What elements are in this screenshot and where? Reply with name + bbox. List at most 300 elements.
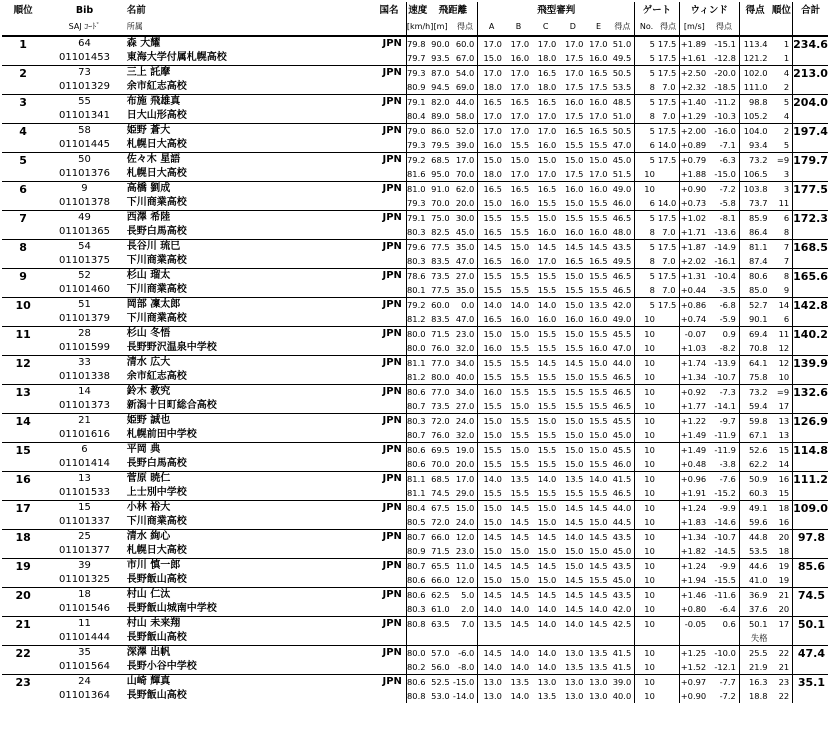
judge-b: 14.0 [505, 298, 532, 313]
wind-points: -16.1 [714, 255, 736, 266]
distance-points: 44.0 [453, 95, 478, 110]
round-rank [771, 631, 793, 646]
distance-points: 67.0 [455, 52, 475, 63]
wind-speed: -0.05 [679, 617, 709, 632]
wind-speed: +1.34 [679, 530, 709, 545]
results-table [2, 2, 828, 703]
judge-a: 16.0 [478, 341, 505, 356]
wind-points: -7.2 [709, 182, 739, 197]
total-score: 85.6 [793, 559, 828, 574]
bib: 25 [44, 530, 124, 545]
gate-points [658, 675, 679, 690]
round-rank: 19 [771, 559, 793, 574]
round-rank: 12 [778, 342, 790, 353]
total-score: 204.0 [793, 95, 828, 109]
judge-b: 15.5 [510, 284, 530, 295]
round-score: 37.6 [739, 602, 770, 617]
bib: 35 [44, 646, 124, 661]
wind-points: -10.4 [709, 269, 739, 284]
judge-c: 15.0 [537, 516, 557, 527]
affiliation: 長野白馬高校 [126, 226, 187, 237]
gate-no: 10 [635, 544, 658, 559]
judge-a: 14.5 [478, 646, 505, 661]
style-points: 45.5 [611, 414, 635, 429]
gate-no: 8 [635, 225, 658, 240]
round-rank: 2 [783, 81, 790, 92]
judge-e: 15.5 [586, 269, 610, 284]
nation: JPN [372, 36, 406, 51]
judge-a: 14.0 [478, 472, 505, 487]
distance: 57.0 [429, 646, 453, 661]
speed: 79.7 [406, 51, 428, 66]
gate-points [658, 588, 679, 603]
nation: JPN [372, 211, 406, 226]
affiliation: 長野白馬高校 [126, 458, 187, 469]
gate-no: 5 [635, 298, 658, 313]
round-rank: 8 [771, 269, 793, 284]
judge-c: 15.0 [532, 414, 559, 429]
gate-points [658, 370, 679, 385]
round-score: 36.9 [739, 588, 770, 603]
judge-b: 17.0 [510, 168, 530, 179]
speed: 80.9 [406, 544, 428, 559]
wind-points: -11.2 [709, 95, 739, 110]
judge-b: 17.0 [505, 36, 532, 51]
gate-no: 10 [635, 559, 658, 574]
round-rank: 21 [778, 661, 790, 672]
total-score: 142.8 [793, 298, 828, 312]
round-rank: 22 [778, 690, 790, 701]
gate-points [658, 515, 679, 530]
athlete-name: 佐々木 星語 [125, 153, 372, 168]
round-score: 70.8 [739, 341, 770, 356]
judge-b: 15.5 [510, 139, 530, 150]
judge-a-header: A [478, 19, 505, 36]
gate-points [658, 631, 679, 646]
wind-points: -14.6 [714, 516, 736, 527]
judge-d: 14.5 [564, 574, 584, 585]
wind-speed: +1.40 [679, 95, 709, 110]
gate-points-header: 得点 [658, 19, 679, 36]
gate-no: 8 [635, 254, 658, 269]
affiliation: 長野飯山高校 [126, 632, 187, 643]
judge-c [532, 631, 559, 646]
judge-c: 16.5 [532, 66, 559, 81]
distance: 66.0 [431, 574, 450, 585]
judge-b: 14.0 [510, 603, 530, 614]
total-score: 74.5 [793, 588, 828, 603]
distance: 83.5 [431, 255, 450, 266]
style-points: 43.5 [611, 588, 635, 603]
rank: 5 [2, 153, 44, 168]
distance-points: 39.0 [455, 139, 475, 150]
total-score: 179.7 [793, 153, 828, 167]
speed: 79.8 [406, 36, 428, 51]
distance-points: 40.0 [455, 371, 475, 382]
round-rank: 9 [783, 284, 790, 295]
judge-b: 16.0 [510, 313, 530, 324]
judge-d: 14.5 [559, 501, 586, 516]
wind-points: -20.0 [709, 66, 739, 81]
rank: 12 [2, 356, 44, 371]
total-score: 213.0 [793, 66, 828, 80]
affiliation: 札幌前田中学校 [126, 429, 197, 440]
speed-unit: [km/h] [406, 19, 428, 36]
round-score: 93.4 [739, 138, 770, 153]
distance: 68.5 [429, 153, 453, 168]
saj-code: 01101365 [59, 226, 110, 237]
distance-points: 34.0 [453, 385, 478, 400]
gate-no: 10 [635, 472, 658, 487]
bib: 39 [44, 559, 124, 574]
saj-code: 01101460 [59, 284, 110, 295]
style-points: 42.0 [611, 298, 635, 313]
judge-a: 16.5 [478, 225, 505, 240]
judge-d: 17.0 [559, 36, 586, 51]
judge-d: 15.0 [564, 371, 584, 382]
judge-a: 17.0 [478, 109, 505, 124]
gate-points [658, 428, 679, 443]
wind-points: -6.4 [719, 603, 736, 614]
style-points: 46.0 [612, 458, 632, 469]
dist-points-header: 得点 [453, 19, 478, 36]
distance-points: 70.0 [455, 168, 475, 179]
round-rank: 13 [771, 414, 793, 429]
bib: 11 [44, 617, 124, 632]
wind-points: -13.9 [709, 356, 739, 371]
athlete-row [2, 457, 828, 472]
athlete-name: 菅原 暁仁 [125, 472, 372, 487]
speed: 79.1 [406, 95, 428, 110]
gate-points [658, 660, 679, 675]
distance: 87.0 [429, 66, 453, 81]
wind-points: -11.9 [714, 429, 736, 440]
gate-points: 14.0 [657, 139, 677, 150]
wind-speed: +0.90 [679, 182, 709, 197]
distance-points: 62.0 [453, 182, 478, 197]
judge-e: 14.5 [586, 617, 610, 632]
judge-e: 15.0 [586, 153, 610, 168]
speed: 81.6 [406, 167, 428, 182]
style-points [611, 631, 635, 646]
judge-e: 16.5 [586, 66, 610, 81]
wind-speed: +1.87 [679, 240, 709, 255]
round-rank: 2 [771, 124, 793, 139]
judge-d: 14.5 [564, 516, 584, 527]
total-score: 126.9 [793, 414, 828, 428]
judge-c-header: C [532, 19, 559, 36]
gate-no: 10 [635, 356, 658, 371]
judge-c: 18.0 [537, 52, 557, 63]
athlete-row [2, 530, 828, 545]
gate-no: 6 [635, 196, 658, 211]
header-row-2 [2, 19, 828, 36]
judge-c: 14.5 [532, 588, 559, 603]
round-score: 53.5 [739, 544, 770, 559]
wind-points: 0.6 [709, 617, 739, 632]
saj-code: 01101329 [59, 81, 110, 92]
rank: 2 [2, 66, 44, 81]
athlete-row [2, 51, 828, 66]
judge-a: 17.0 [478, 124, 505, 139]
athlete-row [2, 211, 828, 226]
distance: 52.5 [429, 675, 453, 690]
judge-d: 15.0 [559, 153, 586, 168]
judge-e: 13.0 [586, 675, 610, 690]
judge-c: 14.5 [532, 530, 559, 545]
distance: 71.5 [429, 327, 453, 342]
distance: 80.0 [431, 371, 450, 382]
gate-no: 10 [635, 689, 658, 703]
wind-points: -6.8 [709, 298, 739, 313]
distance: 62.5 [429, 588, 453, 603]
judge-c: 15.5 [537, 400, 557, 411]
bib: 21 [44, 414, 124, 429]
athlete-row [2, 36, 828, 51]
gate-points [658, 501, 679, 516]
speed: 80.6 [406, 675, 428, 690]
nation: JPN [372, 617, 406, 632]
style-points: 53.5 [612, 81, 632, 92]
gate-points: 17.5 [658, 36, 679, 51]
nation: JPN [372, 588, 406, 603]
distance [429, 631, 453, 646]
judge-d: 16.5 [564, 255, 584, 266]
judge-d: 14.5 [559, 240, 586, 255]
affiliation: 長野小谷中学校 [126, 661, 197, 672]
nation: JPN [372, 559, 406, 574]
judge-c: 14.0 [532, 298, 559, 313]
distance: 53.0 [431, 690, 450, 701]
judge-c: 15.5 [532, 327, 559, 342]
judge-b: 15.5 [505, 269, 532, 284]
athlete-row [2, 414, 828, 429]
round-score: 73.2 [739, 385, 770, 400]
affiliation: 札幌日大高校 [126, 139, 187, 150]
style-points: 49.5 [612, 52, 632, 63]
judge-b: 16.5 [505, 182, 532, 197]
judge-e: 16.0 [586, 182, 610, 197]
judge-e: 14.0 [589, 603, 608, 614]
judge-c: 14.5 [532, 559, 559, 574]
speed: 81.1 [406, 356, 428, 371]
gate-points: 17.5 [658, 269, 679, 284]
rank: 18 [2, 530, 44, 545]
athlete-row [2, 283, 828, 298]
wind-points: -9.9 [709, 559, 739, 574]
gate-no: 10 [635, 501, 658, 516]
distance: 60.0 [429, 298, 453, 313]
wind-points: -15.0 [714, 168, 736, 179]
wind-unit: [m/s] [679, 19, 709, 36]
athlete-row [2, 327, 828, 342]
gate-no: 10 [635, 385, 658, 400]
judge-d: 15.5 [564, 284, 584, 295]
judge-c: 15.0 [532, 153, 559, 168]
judge-e: 15.5 [589, 487, 608, 498]
round-score: 113.4 [739, 36, 770, 51]
judge-e: 14.5 [586, 240, 610, 255]
affiliation: 下川商業高校 [126, 516, 187, 527]
speed: 81.0 [406, 182, 428, 197]
judge-d: 13.0 [564, 690, 584, 701]
wind-speed: +0.92 [679, 385, 709, 400]
athlete-name: 清水 絢心 [125, 530, 372, 545]
distance: 56.0 [431, 661, 450, 672]
gate-no: 10 [635, 515, 658, 530]
round-score: 62.2 [739, 457, 770, 472]
style-points: 47.0 [612, 342, 632, 353]
gate-no: 10 [635, 602, 658, 617]
wind-points: -13.6 [714, 226, 736, 237]
saj-code: 01101564 [59, 661, 110, 672]
distance-points: -6.0 [453, 646, 478, 661]
saj-code: 01101338 [59, 371, 110, 382]
total-score: 172.3 [793, 211, 828, 225]
judge-d: 15.0 [564, 458, 584, 469]
athlete-row [2, 689, 828, 703]
judge-a: 16.0 [478, 138, 505, 153]
wind-speed: -0.07 [679, 327, 709, 342]
judge-a: 13.0 [478, 675, 505, 690]
speed: 80.3 [406, 414, 428, 429]
judge-e: 16.0 [589, 342, 608, 353]
gate-no: 10 [635, 646, 658, 661]
athlete-name: 岡部 凜太郎 [125, 298, 372, 313]
judge-a: 15.5 [478, 269, 505, 284]
distance: 90.0 [429, 36, 453, 51]
round-score: 25.5 [739, 646, 770, 661]
style-points: 45.5 [611, 443, 635, 458]
distance-points: 2.0 [461, 603, 475, 614]
judge-d: 15.5 [564, 342, 584, 353]
total-score: 139.9 [793, 356, 828, 370]
gate-points [658, 457, 679, 472]
round-rank: 1 [783, 52, 790, 63]
bib: 9 [44, 182, 124, 197]
speed: 80.4 [406, 109, 428, 124]
distance: 68.5 [429, 472, 453, 487]
judge-d: 14.0 [559, 530, 586, 545]
speed: 80.6 [406, 588, 428, 603]
judge-e: 13.0 [589, 690, 608, 701]
wind-speed: +0.74 [679, 312, 709, 327]
style-points: 39.0 [611, 675, 635, 690]
round-rank: 6 [771, 211, 793, 226]
athlete-row [2, 646, 828, 661]
judge-c: 14.0 [532, 472, 559, 487]
wind-points: -15.1 [709, 36, 739, 51]
speed: 80.0 [406, 341, 428, 356]
judge-b: 15.5 [505, 414, 532, 429]
judge-a: 13.5 [478, 617, 505, 632]
athlete-name: 高橋 劉成 [125, 182, 372, 197]
gate-points [658, 544, 679, 559]
distance-points: 17.0 [453, 472, 478, 487]
athlete-name: 杉山 瑠太 [125, 269, 372, 284]
rank: 8 [2, 240, 44, 255]
judge-b: 15.0 [510, 545, 530, 556]
athlete-row [2, 573, 828, 588]
gate-no: 10 [635, 414, 658, 429]
wind-points: -14.1 [714, 400, 736, 411]
round-score: 60.3 [739, 486, 770, 501]
style-points: 51.5 [612, 168, 632, 179]
judge-c: 14.0 [532, 617, 559, 632]
judge-a: 15.5 [478, 370, 505, 385]
round-score: 59.4 [739, 399, 770, 414]
judge-d: 15.0 [564, 197, 584, 208]
judge-a: 16.5 [478, 254, 505, 269]
distance: 74.5 [431, 487, 450, 498]
gate-points [658, 327, 679, 342]
wind-points: -10.3 [714, 110, 736, 121]
gate-no: 10 [635, 327, 658, 342]
judge-e: 14.5 [586, 559, 610, 574]
judge-d: 14.5 [564, 603, 584, 614]
round-score: 44.6 [739, 559, 770, 574]
judge-d: 17.5 [564, 110, 584, 121]
judge-a: 15.0 [478, 414, 505, 429]
round-rank: 17 [771, 617, 793, 632]
bib: 51 [44, 298, 124, 313]
saj-header: SAJ ｺｰﾄﾞ [44, 19, 124, 36]
judge-a: 16.5 [478, 312, 505, 327]
nation: JPN [372, 675, 406, 690]
distance: 93.5 [431, 52, 450, 63]
judge-d: 15.0 [559, 559, 586, 574]
saj-code: 01101375 [59, 255, 110, 266]
athlete-row [2, 225, 828, 240]
gate-points [658, 472, 679, 487]
athlete-row [2, 544, 828, 559]
judge-e: 15.5 [589, 284, 608, 295]
total-header: 合計 [793, 2, 828, 19]
gate-no-header: No. [635, 19, 658, 36]
athlete-row [2, 66, 828, 81]
distance-points: 24.0 [455, 516, 475, 527]
wind-speed: +1.71 [679, 225, 709, 240]
round-score: 41.0 [739, 573, 770, 588]
athlete-row [2, 675, 828, 690]
style-points: 44.5 [612, 516, 632, 527]
style-points: 45.0 [612, 574, 632, 585]
rank: 13 [2, 385, 44, 400]
judge-c: 16.5 [532, 95, 559, 110]
judge-a: 16.5 [478, 95, 505, 110]
judge-b: 17.0 [510, 110, 530, 121]
speed [406, 631, 428, 646]
athlete-row [2, 385, 828, 400]
distance-points: 32.0 [455, 342, 475, 353]
judge-b: 13.5 [505, 472, 532, 487]
judge-b: 15.0 [505, 327, 532, 342]
judge-d: 15.0 [559, 327, 586, 342]
distance: 61.0 [431, 603, 450, 614]
speed: 79.1 [406, 211, 428, 226]
wind-points: -15.5 [714, 574, 736, 585]
rank: 17 [2, 501, 44, 516]
gate-no: 10 [635, 428, 658, 443]
speed: 81.1 [406, 472, 428, 487]
wind-speed: +0.90 [679, 689, 709, 703]
wind-speed: +2.00 [679, 124, 709, 139]
style-points: 46.0 [612, 197, 632, 208]
judge-d: 17.5 [564, 81, 584, 92]
distance: 69.5 [429, 443, 453, 458]
round-score: 105.2 [739, 109, 770, 124]
gate-points: 17.5 [658, 153, 679, 168]
